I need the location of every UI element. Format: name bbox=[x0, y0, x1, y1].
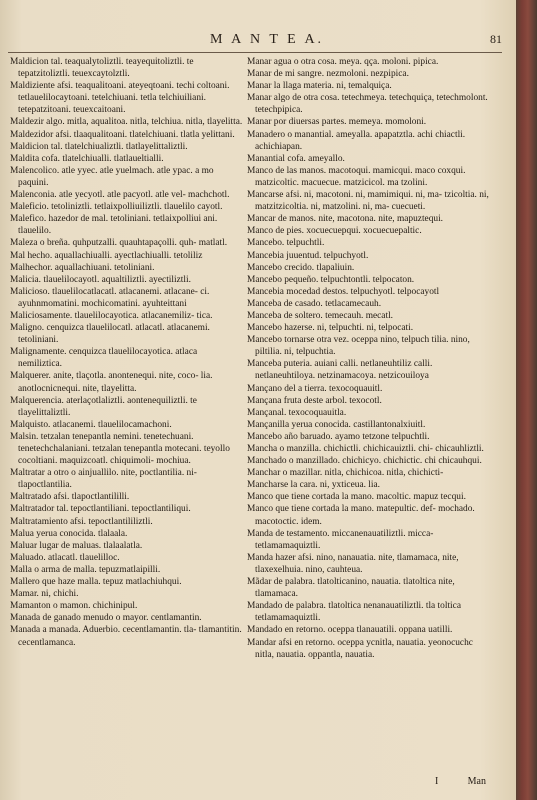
dictionary-entry: Mançano del a tierra. texocoquauitl. bbox=[247, 383, 383, 394]
dictionary-entry: Manda hazer afsi. nino, nanauatia. nite, tlamamaca, nite, tlaxexelhuia. nino, cauhteua. bbox=[247, 552, 459, 575]
dictionary-entry: Mancebo. telpuchtli. bbox=[247, 238, 325, 249]
dictionary-entry: Manchado o manzillado. chichicyo. chichictic. chi chicauhqui. bbox=[247, 456, 482, 467]
dictionary-entry: Manceba puteria. auiani calli. netlaneuhtiliz calli. netlaneuhtiloya. netzinamacoya. netzicouiloya bbox=[247, 359, 433, 382]
dictionary-entry: Mancebo pequeño. telpuchtontli. telpocaton. bbox=[247, 274, 415, 285]
dictionary-entry: Mancebia juuentud. telpuchyotl. bbox=[247, 250, 369, 261]
dictionary-entry: Manchar o mazillar. nitla, chichicoa. nitla, chichicti- bbox=[247, 468, 444, 479]
dictionary-entry: Mãdar de palabra. tlatolticanino, nauatia. tlatoltica nite, tlamamaca. bbox=[247, 577, 455, 600]
dictionary-entry: Mandado en retorno. oceppa tlanauatili. oppana uatilli. bbox=[247, 625, 453, 636]
dictionary-entry: Manar por diuersas partes. memeya. momoloni. bbox=[247, 117, 427, 128]
dictionary-entry: Manar algo de otra cosa. tetechmeya. tetechquiça, tetechmolont. tetechpipica. bbox=[247, 93, 488, 116]
dictionary-entry: Mandar afsi en retorno. oceppa ycnitla, nauatia. yeonocuchc nitla, nauatia. oppantla, nauatia. bbox=[247, 637, 473, 660]
dictionary-entry: Maldita cofa. tlatelchiualli. tlatlaueltialli. bbox=[10, 153, 164, 164]
dictionary-entry: Manco de las manos. macotoqui. mamicqui. maco coxqui. matzicoltic. macuecue. matzicicol. ma tzolini. bbox=[247, 165, 466, 188]
running-head: M A N T E A. bbox=[210, 32, 325, 47]
dictionary-entry: Manco que tiene cortada la mano. macoltic. mapuz tecqui. bbox=[247, 492, 466, 503]
dictionary-entry: Malla o arma de malla. tepuzmatlaipilli. bbox=[10, 564, 161, 575]
dictionary-entry: Malua yerua conocida. tlalaala. bbox=[10, 528, 128, 539]
book-binding bbox=[516, 0, 537, 800]
dictionary-entry: Malenconia. atle yecyotl. atle pacyotl. atle vel- machchotl. bbox=[10, 190, 230, 201]
dictionary-entry: Mancebo tornarse otra vez. oceppa nino, telpuch tilia. nino, piltilia. ni, telpuchtia. bbox=[247, 335, 470, 358]
dictionary-entry: Malhechor. aquallachiuani. tetoliniani. bbox=[10, 262, 155, 273]
dictionary-entry: Malencolico. atle yyec. atle yuelmach. atle ypac. a mo paquini. bbox=[10, 165, 214, 188]
dictionary-entry: Manceba de casado. tetlacamecauh. bbox=[247, 298, 382, 309]
dictionary-entry: Malsin. tetzalan tenepantla nemini. tenetechuani. tenetechchalaniani. tetzalan tenepantla motecani. teyollo cocoltiani. maquizcoatl. chiquimoli- mochiua. bbox=[10, 431, 230, 467]
dictionary-entry: Malefico. hazedor de mal. tetoliniani. tetlaixpolliui ani. tlauelilo. bbox=[10, 214, 218, 237]
dictionary-entry: Malquerer. anite, tlaçotla. anontenequi. nite, coco- lia. anotlocnicnequi. nite, tlayelitta. bbox=[10, 371, 213, 394]
dictionary-entry: Mancebo hazerse. ni, telpuchti. ni, telpocati. bbox=[247, 323, 414, 334]
dictionary-entry: Mançanal. texocoquauitla. bbox=[247, 407, 347, 418]
dictionary-entry: Manada de ganado menudo o mayor. centlamantin. bbox=[10, 613, 202, 624]
dictionary-entry: Malignamente. cenquizca tlauelilocayotica. atlaca nemiliztica. bbox=[10, 347, 198, 370]
signature-mark: I bbox=[435, 776, 439, 787]
dictionary-entry: Maleficio. tetoliniztli. tetlaixpolliuiliztli. tlauelilo cayotl. bbox=[10, 202, 223, 213]
dictionary-entry: Maleza o breña. quhputzalli. quauhtapaçolli. quh- matlatl. bbox=[10, 238, 228, 249]
dictionary-entry: Mancarse afsi. ni, macotoni. ni, mamimiqui. ni, ma- tzicoltia. ni, matzitzicoltia. ni, matzolini. ni, ma- cuecueti. bbox=[247, 190, 489, 213]
page-header bbox=[20, 32, 502, 48]
left-column bbox=[10, 56, 243, 649]
dictionary-entry: Manar la llaga materia. ni, temalquiça. bbox=[247, 81, 392, 92]
dictionary-entry: Mandado de palabra. tlatoltica nenanauatiliztli. tla toltica tetlamamaquiztli. bbox=[247, 601, 461, 624]
dictionary-entry: Mamanton o mamon. chichinipul. bbox=[10, 601, 138, 612]
dictionary-entry: Maliciosamente. tlauelilocayotica. atlacanemiliz- tica. bbox=[10, 310, 213, 321]
right-column bbox=[247, 56, 491, 661]
dictionary-entry: Maldicion tal. teaqualytoliztli. teayequitoliztli. te tepatzitoliztli. teuexcaytolztli. bbox=[10, 57, 194, 80]
dictionary-entry: Maltratador tal. tepoctlantiliani. tepoctlantiliqui. bbox=[10, 504, 191, 515]
catchword: Man bbox=[467, 776, 486, 787]
dictionary-entry: Maldezidor afsi. tlaaqualitoani. tlatelchiuani. tlatla yelittani. bbox=[10, 129, 235, 140]
dictionary-entry: Malicioso. tlauelilocatlacatl. atlacanemi. atlacane- ci. ayuhnmomatini. mochicomatini. ayuhteittani bbox=[10, 286, 210, 309]
dictionary-entry: Maldiziente afsi. teaqualitoani. ateyeqtoani. techi coltoani. tetlauelilocaytoani. tetelchiuani. tetla telchiuiliani. tetepatzitoani. teuexcaitoani. bbox=[10, 81, 230, 116]
dictionary-entry: Maltratado afsi. tlapoctlantililli. bbox=[10, 492, 130, 503]
dictionary-entry: Mançana fruta deste arbol. texocotl. bbox=[247, 395, 382, 406]
dictionary-entry: Manar agua o otra cosa. meya. qça. moloni. pipica. bbox=[247, 57, 439, 67]
dictionary-entry: Malquisto. atlacanemi. tlauelilocamachoni. bbox=[10, 419, 172, 430]
dictionary-entry: Manar de mi sangre. nezmoloni. nezpipica. bbox=[247, 69, 409, 80]
dictionary-entry: Mancha o manzilla. chichictli. chichicauiztli. chi- chicauhliztli. bbox=[247, 444, 484, 454]
dictionary-entry: Mancharse la cara. ni, yxticeua. lia. bbox=[247, 480, 381, 491]
dictionary-entry: Manco de pies. xocuecuepqui. xocuecuepaltic. bbox=[247, 226, 422, 237]
dictionary-entry: Maluado. atlacatl. tlauelilloc. bbox=[10, 552, 120, 563]
dictionary-entry: Manceba de soltero. temecauh. mecatl. bbox=[247, 310, 394, 321]
dictionary-entry: Mancebo crecido. tlapaliuin. bbox=[247, 262, 355, 273]
dictionary-entry: Maligno. cenquizca tlauelilocatl. atlacatl. atlacanemi. tetoliniani. bbox=[10, 323, 210, 346]
dictionary-entry: Manco que tiene cortada la mano. matepultic. def- mochado. macotoctic. idem. bbox=[247, 504, 475, 527]
dictionary-entry: Maluar lugar de maluas. tlalaalatla. bbox=[10, 540, 143, 551]
dictionary-entry: Maldezir algo. mitla, aqualitoa. nitla, telchiua. nitla, tlayelitta. bbox=[10, 117, 243, 128]
dictionary-entry: Manada a manada. Aduerbio. cecentlamantin. tla- tlamantitin. cecentlamanca. bbox=[10, 625, 242, 648]
dictionary-entry: Mamar. ni, chichi. bbox=[10, 589, 79, 600]
dictionary-entry: Mancebo año baruado. ayamo tetzone telpuchtli. bbox=[247, 431, 430, 442]
dictionary-entry: Mancar de manos. nite, macotona. nite, mapuztequi. bbox=[247, 214, 444, 225]
dictionary-entry: Manda de testamento. miccanenauatiliztli. micca- tetlamamaquiztli. bbox=[247, 528, 434, 551]
dictionary-entry: Mallero que haze malla. tepuz matlachiuhqui. bbox=[10, 577, 182, 588]
dictionary-entry: Manadero o manantial. ameyalla. apapatztla. achi chiactli. achichiapan. bbox=[247, 129, 466, 152]
dictionary-entry: Maltratar a otro o ainjuallilo. nite, poctlantilia. ni- tlapoctlantilia. bbox=[10, 468, 197, 491]
dictionary-entry: Mal hecho. aquallachiualli. ayectlachiualli. tetoliliz bbox=[10, 250, 203, 261]
folio-number: 81 bbox=[490, 32, 502, 46]
dictionary-entry: Manantial cofa. ameyallo. bbox=[247, 153, 345, 164]
dictionary-entry: Malquerencia. aterlaçotlaliztli. aontenequiliztli. te tlayelittaliztli. bbox=[10, 395, 197, 418]
dictionary-entry: Maldicion tal. tlatelchiualiztli. tlatlayelittaliztli. bbox=[10, 141, 188, 152]
dictionary-entry: Malicia. tlauelilocayotl. aqualtiliztli. ayectiliztli. bbox=[10, 274, 191, 285]
header-rule bbox=[8, 52, 502, 53]
dictionary-entry: Mancebia mocedad destos. telpuchyotl. telpocayotl bbox=[247, 286, 440, 297]
dictionary-entry: Maltratamiento afsi. tepoctlantililiztli. bbox=[10, 516, 153, 527]
dictionary-entry: Mançanilla yerua conocida. castillantonalxiuitl. bbox=[247, 419, 426, 430]
